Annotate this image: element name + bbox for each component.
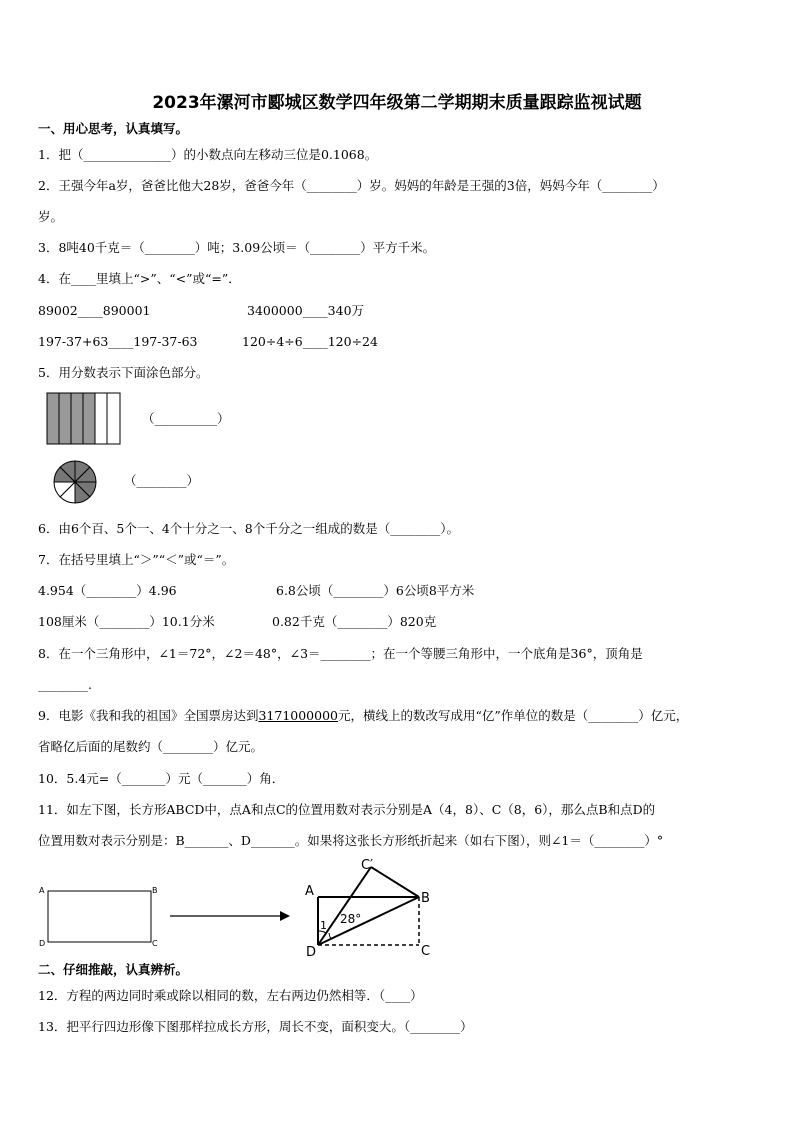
question-11-line-2: 位置用数对表示分别是：B_______、D_______。如果将这张长方形纸折起来（如右下图），则∠1＝（________）° [38, 833, 664, 848]
question-4-item-1: 89002____890001 [38, 303, 151, 318]
question-7-item-1: 4.954（________）4.96 [38, 583, 177, 598]
section-2-heading: 二、仔细推敲，认真辨析。 [38, 962, 189, 977]
question-10: 10．5.4元=（_______）元（_______）角． [38, 771, 285, 786]
question-2-line-1: 2．王强今年a岁，爸爸比他大28岁，爸爸今年（________）岁。妈妈的年龄是王强的3倍，妈妈今年（________） [38, 178, 665, 193]
question-5-answer-1: （__________） [142, 411, 230, 426]
question-11-line-1: 11．如左下图，长方形ABCD中，点A和点C的位置用数对表示分别是A（4，8）、C（8，6），那么点B和点D的 [38, 802, 656, 817]
question-4: 4．在____里填上“>”、“<”或“=”． [38, 271, 241, 286]
question-7-item-2: 6.8公顷（________）6公顷8平方米 [276, 583, 475, 598]
fold-label-c-prime: C′ [361, 858, 374, 873]
question-5: 5．用分数表示下面涂色部分。 [38, 365, 209, 380]
question-13: 13．把平行四边形像下图那样拉成长方形，周长不变，面积变大。（________） [38, 1019, 473, 1034]
question-9-line-2: 省略亿后面的尾数约（________）亿元。 [38, 739, 264, 754]
question-6: 6．由6个百、5个一、4个十分之一、8个千分之一组成的数是（________）。 [38, 521, 460, 536]
question-2-line-2: 岁。 [38, 209, 64, 224]
question-5-answer-2: （________） [124, 473, 200, 488]
question-9-underlined-number: 3171000000 [258, 708, 338, 723]
label-d: D [39, 939, 46, 948]
fold-label-b: B [421, 891, 430, 906]
label-c: C [152, 939, 158, 948]
question-1: 1．把（______________）的小数点向左移动三位是0.1068。 [38, 147, 378, 162]
question-12: 12．方程的两边同时乘或除以相同的数，左右两边仍然相等．（____） [38, 988, 423, 1003]
question-9-suffix: 元，横线上的数改写成用“亿”作单位的数是（________）亿元， [338, 708, 689, 723]
fold-label-d: D [306, 945, 317, 960]
angle-1-label: 1 [320, 919, 327, 932]
page-title: 2023年漯河市郾城区数学四年级第二学期期末质量跟踪监视试题 [152, 93, 642, 113]
label-a: A [39, 886, 45, 895]
question-3: 3．8吨40千克＝（________）吨；3.09公顷＝（________）平方千米。 [38, 240, 436, 255]
question-7-item-3: 108厘米（________）10.1分米 [38, 614, 215, 629]
arrow-right-icon [168, 909, 292, 923]
fold-label-c: C [421, 944, 431, 959]
question-4-item-4: 120÷4÷6____120÷24 [242, 334, 378, 349]
label-b: B [152, 886, 158, 895]
angle-28-label: 28° [340, 912, 362, 926]
question-7: 7．在括号里填上“＞”“＜”或“＝”。 [38, 552, 235, 567]
question-4-item-2: 3400000____340万 [247, 303, 365, 318]
shaded-rectangle-figure [46, 392, 124, 445]
fold-label-a: A [305, 884, 314, 899]
question-8-line-1: 8．在一个三角形中，∠1＝72°，∠2＝48°，∠3＝________；在一个等腰三角形中，一个底角是36°，顶角是 [38, 646, 643, 661]
question-7-item-4: 0.82千克（________）820克 [272, 614, 437, 629]
question-8-line-2: ________. [38, 677, 92, 692]
shaded-circle-figure [52, 459, 98, 505]
question-9-prefix: 9．电影《我和我的祖国》全国票房达到 [38, 708, 259, 723]
question-4-item-3: 197-37+63____197-37-63 [38, 334, 198, 349]
rectangle-abcd-figure [36, 880, 166, 950]
section-1-heading: 一、用心思考，认真填写。 [38, 121, 189, 136]
question-9-line-1 [38, 708, 688, 724]
folded-rectangle-figure [300, 855, 440, 960]
